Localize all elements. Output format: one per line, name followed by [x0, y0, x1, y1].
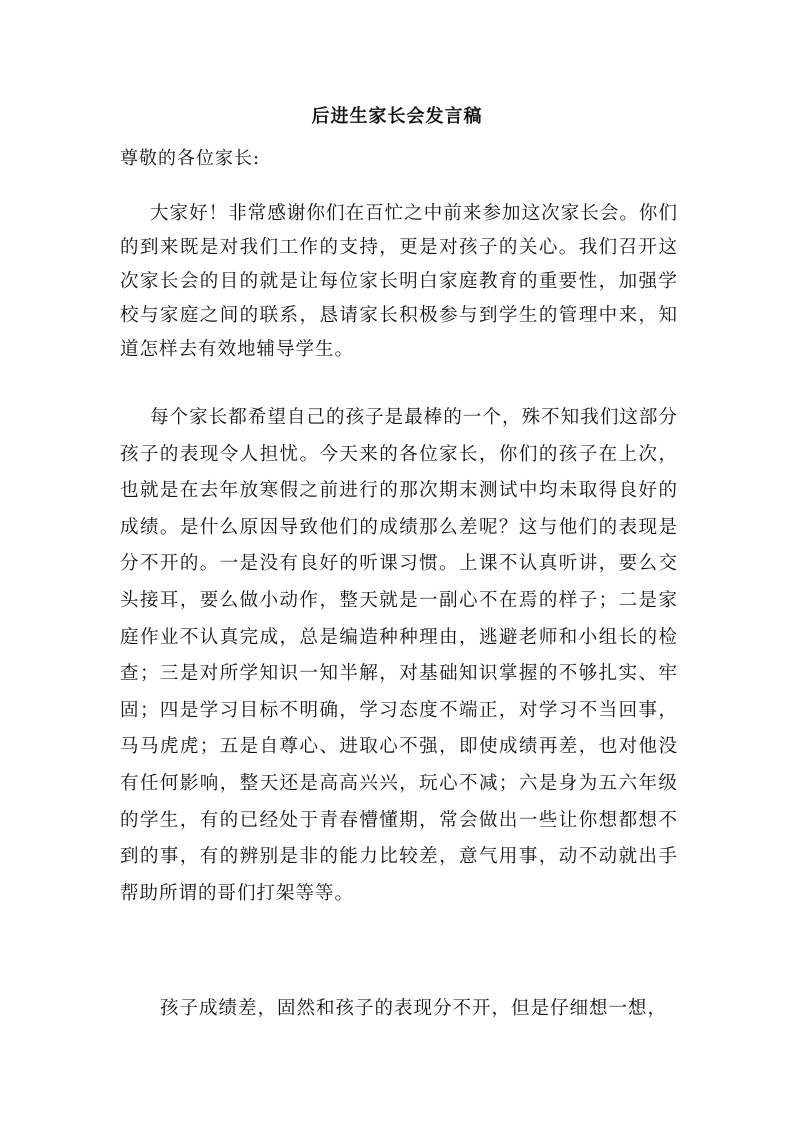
paragraph-reflection: 孩子成绩差，固然和孩子的表现分不开，但是仔细想一想， — [160, 998, 668, 1019]
document-title: 后进生家长会发言稿 — [311, 106, 483, 127]
paragraph-greeting: 大家好！非常感谢你们在百忙之中前来参加这次家长会。你们的到来既是对我们工作的支持，更是对孩子的关心。我们召开这次家长会的目的就是让每位家长明白家庭教育的重要性，加强学校与家庭之间的联系，恳请家长积极参与到学生的管理中来，知道怎样去有效地辅导学生。 — [120, 203, 678, 360]
paragraph-problems: 每个家长都希望自己的孩子是最棒的一个，殊不知我们这部分孩子的表现令人担忧。今天来的各位家长，你们的孩子在上次，也就是在去年放寒假之前进行的那次期末测试中均未取得良好的成绩。是什么原因导致他们的成绩那么差呢？这与他们的表现是分不开的。一是没有良好的听课习惯。上课不认真听讲，要么交头接耳，要么做小动作，整天就是一副心不在焉的样子；二是家庭作业不认真完成，总是编造种种理由，逃避老师和小组长的检查；三是对所学知识一知半解，对基础知识掌握的不够扎实、牢固；四是学习目标不明确，学习态度不端正，对学习不当回事，马马虎虎；五是自尊心、进取心不强，即使成绩再差，也对他没有任何影响，整天还是高高兴兴，玩心不减；六是身为五六年级的学生，有的已经处于青春懵懂期，常会做出一些让你想都想不到的事，有的辨别是非的能力比较差，意气用事，动不动就出手帮助所谓的哥们打架等等。 — [120, 407, 678, 904]
salutation: 尊敬的各位家长: — [120, 148, 261, 169]
